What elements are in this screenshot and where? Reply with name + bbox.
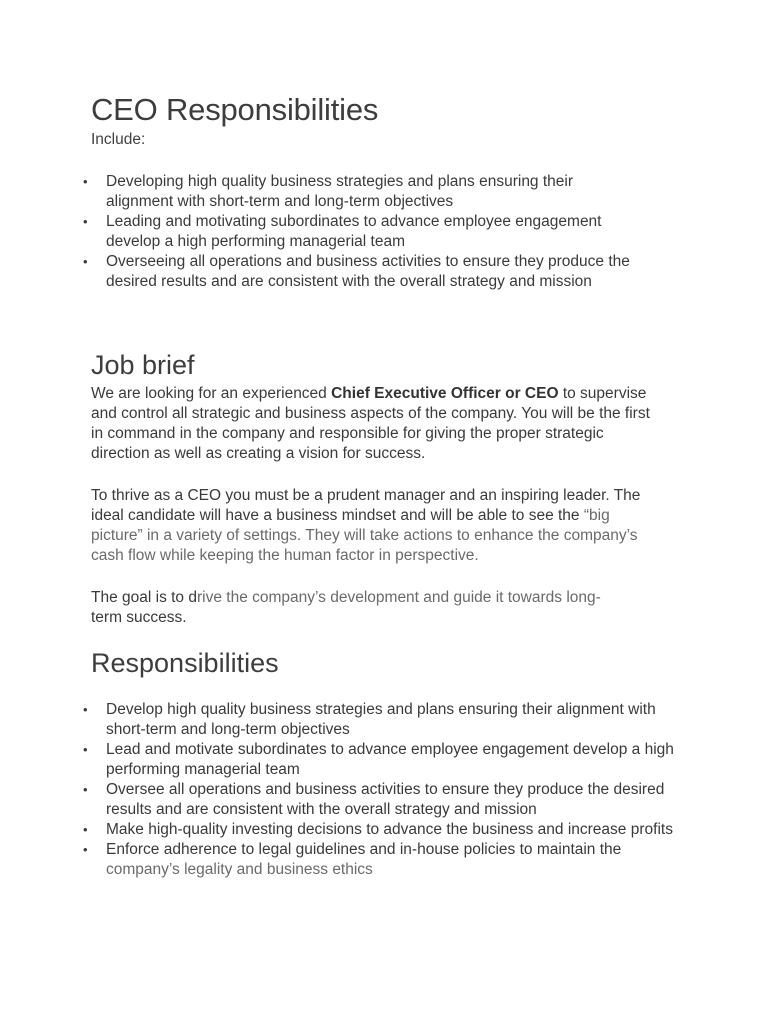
list-item-text: Leading and motivating subordinates to advance employee engagement develop a high performing managerial team bbox=[106, 213, 602, 250]
paragraph-text-light: “big picture” in a variety of settings. They will take actions to enhance the company’s cash flow while keeping the human factor in perspective. bbox=[91, 507, 638, 564]
list-item bbox=[76, 840, 686, 880]
paragraph-text: We are looking for an experienced bbox=[91, 385, 332, 402]
bullet-icon: • bbox=[83, 214, 88, 229]
bullet-icon: • bbox=[83, 254, 88, 269]
bullet-icon: • bbox=[83, 742, 88, 757]
paragraph-text: To thrive as a CEO you must be a prudent manager and an inspiring leader. The ideal candidate will have a business mindset and will be able to see the bbox=[91, 487, 641, 524]
job-brief-paragraph-3 bbox=[91, 588, 656, 628]
job-brief-paragraph-1 bbox=[91, 384, 656, 464]
paragraph-text-light: rive the company’s development and guide it towards long- bbox=[196, 589, 601, 606]
list-item-text: Developing high quality business strategies and plans ensuring their alignment with short-term and long-term objectives bbox=[106, 173, 574, 210]
list-item-text: Oversee all operations and business activities to ensure they produce the desired results and are consistent with the overall strategy and mission bbox=[106, 781, 665, 818]
paragraph-text: term success. bbox=[91, 609, 187, 626]
list-item bbox=[76, 820, 686, 840]
responsibilities-heading: Responsibilities bbox=[91, 648, 279, 678]
list-item-text: Make high-quality investing decisions to advance the business and increase profits bbox=[106, 821, 673, 838]
list-item-text: Enforce adherence to legal guidelines and in-house policies to maintain the bbox=[106, 841, 622, 858]
ceo-title-emphasis: Chief Executive Officer or CEO bbox=[331, 385, 559, 402]
list-item bbox=[76, 212, 636, 252]
responsibilities-list bbox=[76, 700, 686, 880]
job-brief-heading: Job brief bbox=[91, 350, 195, 380]
list-item-text: Lead and motivate subordinates to advance employee engagement develop a high performing managerial team bbox=[106, 741, 674, 778]
list-item-text: Overseeing all operations and business activities to ensure they produce the desired results and are consistent with the overall strategy and mission bbox=[106, 253, 630, 290]
paragraph-text: to supervise and control all strategic and business aspects of the company. You will be the first in command in the company and responsible for giving the proper strategic direction as well as creating a vision for success. bbox=[91, 385, 650, 462]
bullet-icon: • bbox=[83, 782, 88, 797]
include-label: Include: bbox=[91, 131, 146, 148]
bullet-icon: • bbox=[83, 842, 88, 857]
list-item bbox=[76, 780, 686, 820]
bullet-icon: • bbox=[83, 174, 88, 189]
page-title: CEO Responsibilities bbox=[91, 92, 379, 127]
list-item bbox=[76, 740, 686, 780]
ceo-responsibilities-list bbox=[76, 172, 636, 292]
job-brief-paragraph-2 bbox=[91, 486, 656, 566]
bullet-icon: • bbox=[83, 822, 88, 837]
list-item bbox=[76, 172, 636, 212]
list-item bbox=[76, 252, 636, 292]
list-item-text-light: company’s legality and business ethics bbox=[106, 861, 373, 878]
list-item-text: Develop high quality business strategies and plans ensuring their alignment with short-term and long-term objectives bbox=[106, 701, 656, 738]
list-item bbox=[76, 700, 686, 740]
bullet-icon: • bbox=[83, 702, 88, 717]
paragraph-text: The goal is to d bbox=[91, 589, 197, 606]
